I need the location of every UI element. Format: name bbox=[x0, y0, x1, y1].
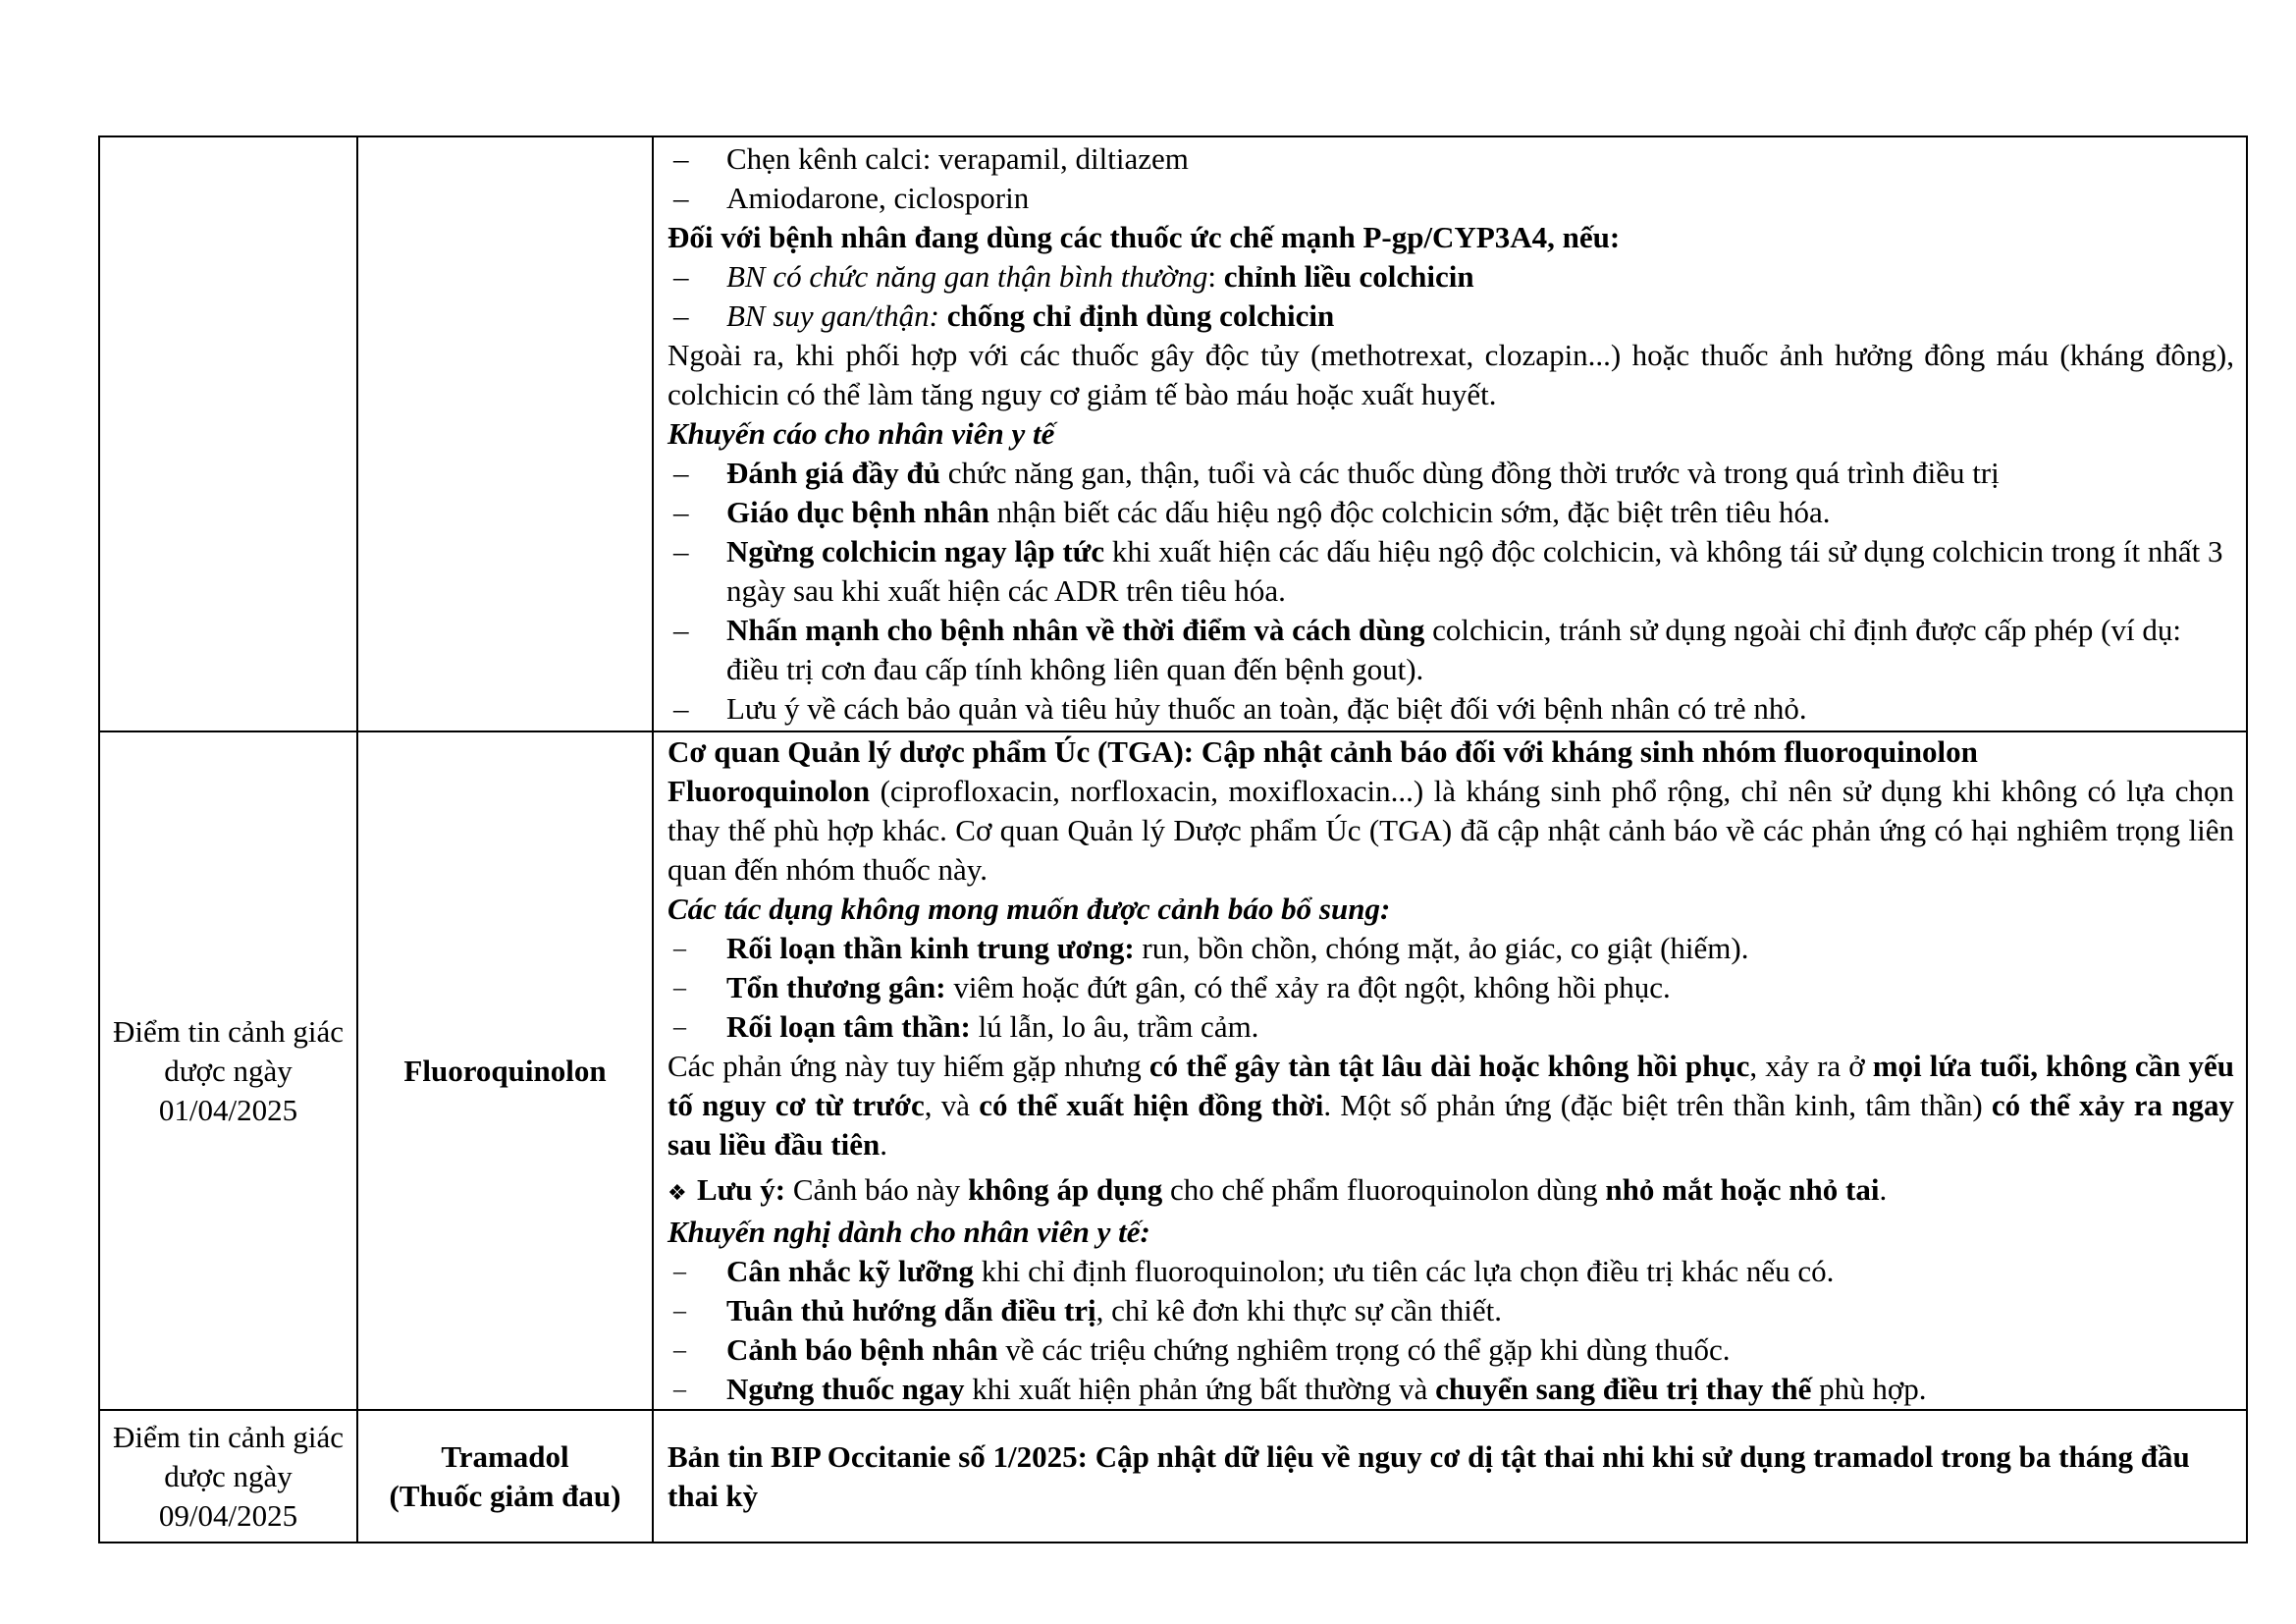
list-item: – Tổn thương gân: viêm hoặc đứt gân, có thể xảy ra đột ngột, không hồi phục. bbox=[667, 968, 2234, 1007]
list-item: – Ngưng thuốc ngay khi xuất hiện phản ứng bất thường và chuyển sang điều trị thay thế phù hợp. bbox=[667, 1370, 2234, 1409]
dash-bullet: – bbox=[673, 534, 689, 568]
list-item: – Lưu ý về cách bảo quản và tiêu hủy thuốc an toàn, đặc biệt đối với bệnh nhân có trẻ nhỏ. bbox=[667, 689, 2234, 729]
severity-paragraph: Các phản ứng này tuy hiếm gặp nhưng có thể gây tàn tật lâu dài hoặc không hồi phục, xảy ra ở mọi lứa tuổi, không cần yếu tố nguy cơ từ trước, và có thể xuất hiện đồng thời. Một số phản ứng (đặc biệt trên thần kinh, tâm thần) có thể xảy ra ngay sau liều đầu tiên. bbox=[667, 1049, 2234, 1162]
content-cell bbox=[653, 1410, 2247, 1543]
content-cell bbox=[653, 136, 2247, 731]
dash-bullet: – bbox=[673, 1335, 686, 1364]
table-row-fluoroquinolon bbox=[99, 731, 2247, 1410]
drug-name: Tramadol bbox=[441, 1438, 569, 1474]
list-item: – Ngừng colchicin ngay lập tức khi xuất hiện các dấu hiệu ngộ độc colchicin, và không tái sử dụng colchicin trong ít nhất 3 ngày sau khi xuất hiện các ADR trên tiêu hóa. bbox=[667, 532, 2234, 611]
dash-bullet: – bbox=[673, 1012, 686, 1041]
list-item: – Tuân thủ hướng dẫn điều trị, chỉ kê đơn khi thực sự cần thiết. bbox=[667, 1291, 2234, 1330]
drug-cell: Fluoroquinolon bbox=[357, 731, 653, 1410]
drug-cell bbox=[357, 136, 653, 731]
section-title: Bản tin BIP Occitanie số 1/2025: Cập nhật dữ liệu về nguy cơ dị tật thai nhi khi sử dụng tramadol trong ba tháng đầu thai kỳ bbox=[667, 1438, 2190, 1513]
date-cell: Điểm tin cảnh giác dược ngày 01/04/2025 bbox=[99, 731, 357, 1410]
dash-bullet: – bbox=[673, 691, 689, 726]
list-item: – Rối loạn thần kinh trung ương: run, bồn chồn, chóng mặt, ảo giác, co giật (hiếm). bbox=[667, 929, 2234, 968]
table-row-tramadol bbox=[99, 1410, 2247, 1543]
dash-bullet: – bbox=[673, 181, 689, 215]
dash-bullet: – bbox=[673, 1296, 686, 1325]
intro-paragraph: Fluoroquinolon (ciprofloxacin, norfloxacin, moxifloxacin...) là kháng sinh phổ rộng, chỉ nên sử dụng khi không có lựa chọn thay thế phù hợp khác. Cơ quan Quản lý Dược phẩm Úc (TGA) đã cập nhật cảnh báo về các phản ứng có hại nghiêm trọng liên quan đến nhóm thuốc này. bbox=[667, 774, 2234, 887]
pgp-heading: Đối với bệnh nhân đang dùng các thuốc ức chế mạnh P-gp/CYP3A4, nếu: bbox=[667, 220, 1621, 254]
list-item: – Cảnh báo bệnh nhân về các triệu chứng nghiêm trọng có thể gặp khi dùng thuốc. bbox=[667, 1330, 2234, 1370]
drug-safety-table bbox=[98, 135, 2248, 1543]
staff-heading: Khuyến nghị dành cho nhân viên y tế: bbox=[667, 1215, 1150, 1249]
section-title: Cơ quan Quản lý dược phẩm Úc (TGA): Cập nhật cảnh báo đối với kháng sinh nhóm fluoroquinolon bbox=[667, 734, 1978, 769]
effects-heading: Các tác dụng không mong muốn được cảnh báo bổ sung: bbox=[667, 892, 1391, 926]
list-item: – Amiodarone, ciclosporin bbox=[667, 179, 2234, 218]
list-item: – Nhấn mạnh cho bệnh nhân về thời điểm và cách dùng colchicin, tránh sử dụng ngoài chỉ định được cấp phép (ví dụ: điều trị cơn đau cấp tính không liên quan đến bệnh gout). bbox=[667, 611, 2234, 689]
extra-paragraph: Ngoài ra, khi phối hợp với các thuốc gây độc tủy (methotrexat, clozapin...) hoặc thuốc ảnh hưởng đông máu (kháng đông), colchicin có thể làm tăng nguy cơ giảm tế bào máu hoặc xuất huyết. bbox=[667, 338, 2234, 411]
staff-heading: Khuyến cáo cho nhân viên y tế bbox=[667, 416, 1055, 451]
drug-cell bbox=[357, 1410, 653, 1543]
dash-bullet: – bbox=[673, 456, 689, 490]
dash-bullet: – bbox=[673, 259, 689, 294]
drug-class: (Thuốc giảm đau) bbox=[389, 1478, 621, 1513]
date-cell bbox=[99, 136, 357, 731]
content-cell bbox=[653, 731, 2247, 1410]
list-item: – Rối loạn tâm thần: lú lẫn, lo âu, trầm cảm. bbox=[667, 1007, 2234, 1047]
dash-bullet: – bbox=[673, 613, 689, 647]
list-item: – Cân nhắc kỹ lưỡng khi chỉ định fluoroquinolon; ưu tiên các lựa chọn điều trị khác nếu có. bbox=[667, 1252, 2234, 1291]
dash-bullet: – bbox=[673, 298, 689, 333]
dash-bullet: – bbox=[673, 973, 686, 1001]
list-item: – Chẹn kênh calci: verapamil, diltiazem bbox=[667, 139, 2234, 179]
dash-bullet: – bbox=[673, 1375, 686, 1403]
list-item: – BN suy gan/thận: chống chỉ định dùng colchicin bbox=[667, 297, 2234, 336]
date-cell: Điểm tin cảnh giác dược ngày 09/04/2025 bbox=[99, 1410, 357, 1543]
list-item: – BN có chức năng gan thận bình thường: chỉnh liều colchicin bbox=[667, 257, 2234, 297]
dash-bullet: – bbox=[673, 495, 689, 529]
note-line: ❖ Lưu ý: Cảnh báo này không áp dụng cho chế phẩm fluoroquinolon dùng nhỏ mắt hoặc nhỏ tai. bbox=[667, 1170, 2234, 1213]
diamond-bullet-icon: ❖ bbox=[667, 1180, 687, 1205]
list-item: – Giáo dục bệnh nhân nhận biết các dấu hiệu ngộ độc colchicin sớm, đặc biệt trên tiêu hóa. bbox=[667, 493, 2234, 532]
list-item: – Đánh giá đầy đủ chức năng gan, thận, tuổi và các thuốc dùng đồng thời trước và trong quá trình điều trị bbox=[667, 454, 2234, 493]
dash-bullet: – bbox=[673, 1257, 686, 1285]
table-row-colchicin bbox=[99, 136, 2247, 731]
dash-bullet: – bbox=[673, 934, 686, 962]
dash-bullet: – bbox=[673, 141, 689, 176]
